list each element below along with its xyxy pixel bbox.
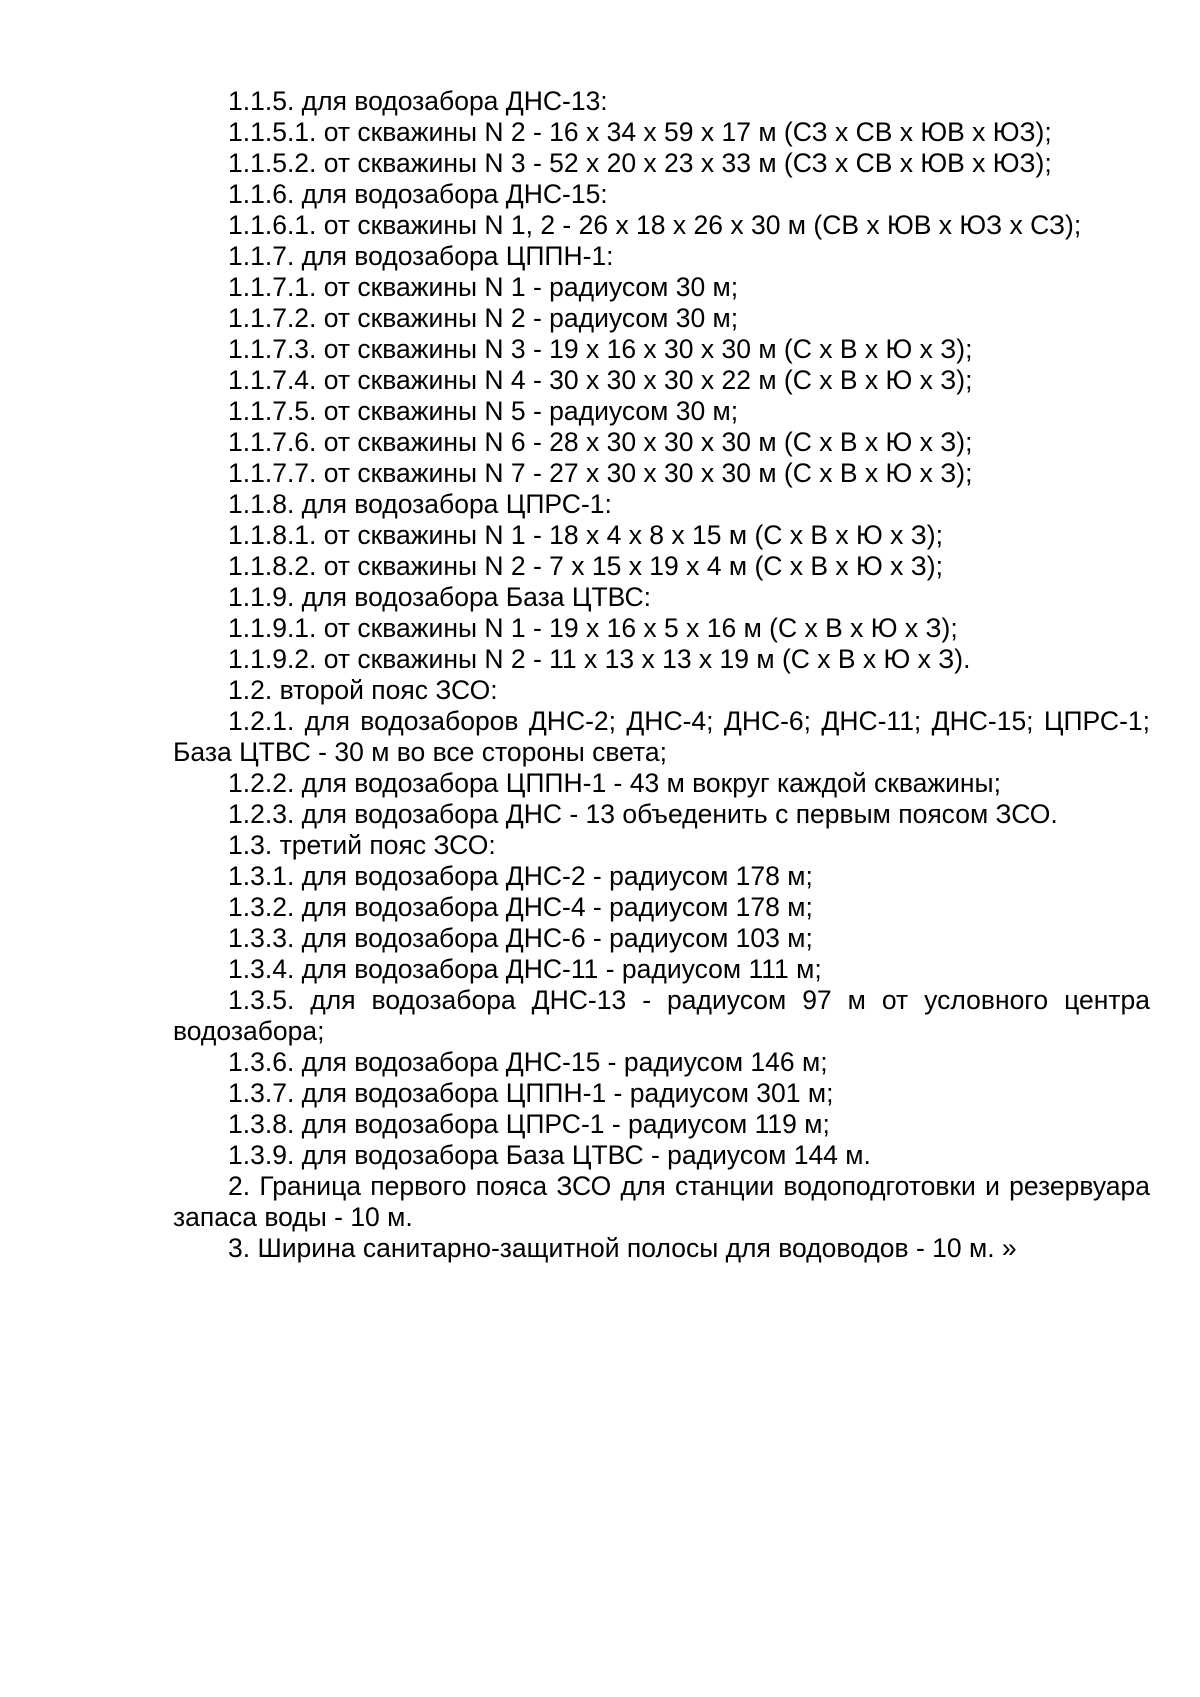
paragraph-1-3-4: 1.3.4. для водозабора ДНС-11 - радиусом 111 м; xyxy=(228,954,822,984)
paragraph-1-2-3: 1.2.3. для водозабора ДНС - 13 объеденить с первым поясом ЗСО. xyxy=(228,799,1058,829)
paragraph-1-3-5: 1.3.5. для водозабора ДНС-13 - радиусом 97 м от условного центра водозабора; xyxy=(173,985,1150,1046)
paragraph-1-1-9: 1.1.9. для водозабора База ЦТВС: xyxy=(228,582,651,612)
paragraph-1-1-6-1: 1.1.6.1. от скважины N 1, 2 - 26 х 18 х 26 х 30 м (СВ х ЮВ х ЮЗ х СЗ); xyxy=(228,210,1082,240)
paragraph-1-1-7: 1.1.7. для водозабора ЦППН-1: xyxy=(228,241,614,271)
paragraph-1-1-9-2: 1.1.9.2. от скважины N 2 - 11 х 13 х 13 х 19 м (С х В х Ю х З). xyxy=(228,644,971,674)
paragraph-1-1-5-2: 1.1.5.2. от скважины N 3 - 52 х 20 х 23 х 33 м (СЗ х СВ х ЮВ х ЮЗ); xyxy=(228,148,1052,178)
paragraph-1-3-8: 1.3.8. для водозабора ЦПРС-1 - радиусом 119 м; xyxy=(228,1109,830,1139)
paragraph-3: 3. Ширина санитарно-защитной полосы для водоводов - 10 м. » xyxy=(228,1233,1017,1263)
paragraph-1-3: 1.3. третий пояс ЗСО: xyxy=(228,830,496,860)
paragraph-1-1-7-3: 1.1.7.3. от скважины N 3 - 19 х 16 х 30 х 30 м (С х В х Ю х З); xyxy=(228,334,973,364)
paragraph-1-1-7-6: 1.1.7.6. от скважины N 6 - 28 х 30 х 30 х 30 м (С х В х Ю х З); xyxy=(228,427,973,457)
paragraph-1-1-7-2: 1.1.7.2. от скважины N 2 - радиусом 30 м; xyxy=(228,303,739,333)
paragraph-1-1-7-4: 1.1.7.4. от скважины N 4 - 30 х 30 х 30 х 22 м (С х В х Ю х З); xyxy=(228,365,973,395)
paragraph-1-1-5-1: 1.1.5.1. от скважины N 2 - 16 х 34 х 59 х 17 м (СЗ х СВ х ЮВ х ЮЗ); xyxy=(228,117,1052,147)
paragraph-1-1-7-5: 1.1.7.5. от скважины N 5 - радиусом 30 м; xyxy=(228,396,739,426)
paragraph-1-2: 1.2. второй пояс ЗСО: xyxy=(228,675,498,705)
paragraph-1-1-8-2: 1.1.8.2. от скважины N 2 - 7 х 15 х 19 х 4 м (С х В х Ю х З); xyxy=(228,551,943,581)
paragraph-1-3-7: 1.3.7. для водозабора ЦППН-1 - радиусом 301 м; xyxy=(228,1078,834,1108)
paragraph-2: 2. Граница первого пояса ЗСО для станции водоподготовки и резервуара запаса воды - 10 м. xyxy=(173,1171,1150,1232)
paragraph-1-1-7-1: 1.1.7.1. от скважины N 1 - радиусом 30 м; xyxy=(228,272,739,302)
document-body xyxy=(173,86,1150,1264)
paragraph-1-2-1: 1.2.1. для водозаборов ДНС-2; ДНС-4; ДНС-6; ДНС-11; ДНС-15; ЦПРС-1; База ЦТВС - 30 м во все стороны света; xyxy=(173,706,1150,767)
paragraph-1-1-5: 1.1.5. для водозабора ДНС-13: xyxy=(228,86,608,116)
paragraph-1-3-6: 1.3.6. для водозабора ДНС-15 - радиусом 146 м; xyxy=(228,1047,828,1077)
paragraph-1-3-9: 1.3.9. для водозабора База ЦТВС - радиусом 144 м. xyxy=(228,1140,871,1170)
paragraph-1-3-2: 1.3.2. для водозабора ДНС-4 - радиусом 178 м; xyxy=(228,892,813,922)
paragraph-1-1-8-1: 1.1.8.1. от скважины N 1 - 18 х 4 х 8 х 15 м (С х В х Ю х З); xyxy=(228,520,943,550)
paragraph-1-2-2: 1.2.2. для водозабора ЦППН-1 - 43 м вокруг каждой скважины; xyxy=(228,768,1001,798)
paragraph-1-1-8: 1.1.8. для водозабора ЦПРС-1: xyxy=(228,489,612,519)
paragraph-1-1-7-7: 1.1.7.7. от скважины N 7 - 27 х 30 х 30 х 30 м (С х В х Ю х З); xyxy=(228,458,973,488)
paragraph-1-3-3: 1.3.3. для водозабора ДНС-6 - радиусом 103 м; xyxy=(228,923,813,953)
paragraph-1-1-6: 1.1.6. для водозабора ДНС-15: xyxy=(228,179,608,209)
paragraph-1-3-1: 1.3.1. для водозабора ДНС-2 - радиусом 178 м; xyxy=(228,861,813,891)
paragraph-1-1-9-1: 1.1.9.1. от скважины N 1 - 19 х 16 х 5 х 16 м (С х В х Ю х З); xyxy=(228,613,958,643)
